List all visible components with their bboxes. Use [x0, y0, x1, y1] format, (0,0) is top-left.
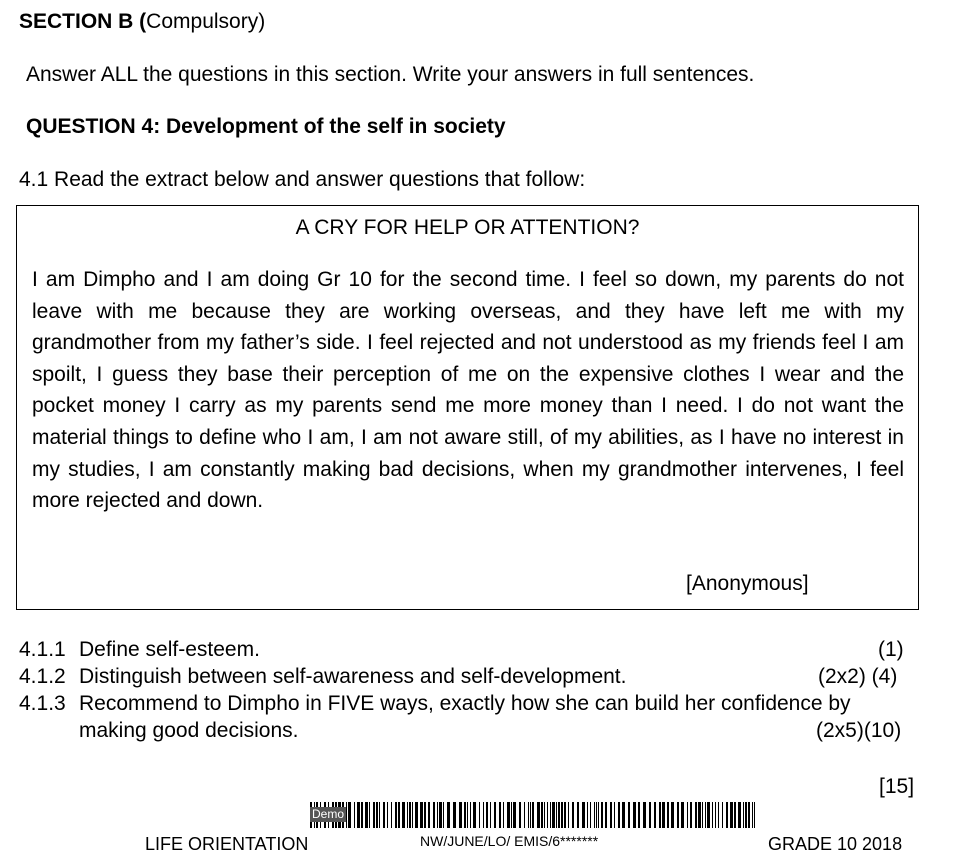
subquestion-marks: (2x5)(10) [816, 719, 902, 742]
barcode-bar [395, 802, 397, 828]
barcode-bar [698, 802, 701, 828]
barcode-bar [373, 802, 375, 828]
barcode-bar [671, 802, 674, 828]
barcode-bar [738, 802, 741, 828]
barcode-bar [415, 802, 418, 828]
barcode-bar [605, 802, 607, 828]
barcode-bar [707, 802, 710, 828]
barcode-bar [726, 802, 728, 828]
barcode-bar [530, 802, 531, 828]
barcode-bar [681, 802, 684, 828]
barcode-bar [376, 802, 378, 828]
extract-body: I am Dimpho and I am doing Gr 10 for the second time. I feel so down, my parents do not leave with me because they are working overseas, and they have left me with my grandmother from my father’s side. I feel rejected and not understood as my friends feel I am spoilt, I guess they base their perception of me on the expensive clothes I wear and the pocket money I carry as my parents send me more money than I need. I do not want the material things to define who I am, I am not aware still, of my abilities, as I have no interest in my studies, I am constantly making bad decisions, when my grandmother intervenes, I feel more rejected and down. [32, 268, 904, 513]
barcode-bar [577, 802, 579, 828]
barcode-bar [537, 802, 540, 828]
footer-grade: GRADE 10 2018 [768, 834, 903, 854]
barcode-bar [712, 802, 713, 828]
barcode-bar [582, 802, 585, 828]
barcode-bar [628, 802, 630, 828]
barcode-bar [561, 802, 563, 828]
barcode-bar [587, 802, 588, 828]
extract-source: [Anonymous] [686, 572, 809, 595]
barcode-bar [590, 802, 591, 828]
barcode-bar [357, 802, 360, 828]
barcode-bar [718, 802, 719, 828]
barcode-bar [383, 802, 385, 828]
barcode-bar [412, 802, 413, 828]
barcode-bar [752, 802, 753, 828]
barcode-bar [705, 802, 706, 828]
barcode-bar [633, 802, 636, 828]
barcode-bar [428, 802, 430, 828]
question-title: QUESTION 4: Development of the self in society [26, 115, 506, 138]
barcode-demo-label: Demo [312, 807, 345, 821]
barcode-bar [610, 802, 612, 828]
barcode-bar [690, 802, 692, 828]
barcode-bar [541, 802, 543, 828]
barcode-bar [443, 802, 444, 828]
barcode-bar [369, 802, 370, 828]
barcode-bar [402, 802, 405, 828]
footer-code: NW/JUNE/LO/ EMIS/6******* [420, 833, 599, 849]
subquestion-text-line2: making good decisions. [79, 719, 299, 742]
barcode-bar [407, 802, 408, 828]
barcode-bar [654, 802, 656, 828]
barcode-bar [398, 802, 400, 828]
section-heading-rest: Compulsory) [146, 10, 266, 33]
barcode-bar [601, 802, 603, 828]
barcode-bar [544, 802, 545, 828]
barcode-bar [439, 802, 442, 828]
barcode-bar [572, 802, 574, 828]
barcode-bar [598, 802, 599, 828]
barcode-bar [473, 802, 476, 828]
barcode-bar [519, 802, 521, 828]
barcode-bar [499, 802, 501, 828]
barcode-bar [453, 802, 456, 828]
barcode-bar [391, 802, 392, 828]
barcode-bar [379, 802, 380, 828]
subquestion-text: Define self-esteem. [79, 638, 260, 661]
barcode-bar [532, 802, 534, 828]
barcode-bar [437, 802, 438, 828]
question-total: [15] [879, 775, 915, 798]
barcode-bar [667, 802, 669, 828]
barcode-bar [564, 802, 566, 828]
barcode-bar [503, 802, 504, 828]
barcode-bar [556, 802, 557, 828]
barcode-bar [687, 802, 688, 828]
barcode-bar [547, 802, 548, 828]
barcode-bar [361, 802, 363, 828]
barcode-bar [614, 802, 615, 828]
subquestion-marks: (1) [878, 638, 904, 661]
barcode-bar [528, 802, 529, 828]
instructions: Answer ALL the questions in this section. Write your answers in full sentences. [26, 63, 755, 86]
subquestion-text: Recommend to Dimpho in FIVE ways, exactly how she can build her confidence by [79, 692, 851, 715]
barcode-bar [550, 802, 551, 828]
barcode-bar [568, 802, 569, 828]
barcode-bar [622, 802, 625, 828]
barcode-bar [490, 802, 491, 828]
barcode-bar [552, 802, 555, 828]
subquestion-number: 4.1.3 [19, 692, 66, 715]
barcode-bar [464, 802, 466, 828]
section-heading [19, 10, 265, 34]
barcode-image [310, 802, 758, 828]
barcode-bar [702, 802, 703, 828]
barcode-bar [730, 802, 733, 828]
barcode-bar [354, 802, 355, 828]
barcode-bar [662, 802, 665, 828]
barcode-bar [479, 802, 480, 828]
barcode-bar [348, 802, 351, 828]
barcode-bar [346, 802, 347, 828]
barcode-bar [447, 802, 450, 828]
barcode-bar [507, 802, 510, 828]
barcode-bar [511, 802, 512, 828]
barcode-bar [467, 802, 468, 828]
barcode-bar [424, 802, 426, 828]
barcode-bar [745, 802, 747, 828]
extract-title: A CRY FOR HELP OR ATTENTION? [295, 216, 640, 239]
barcode-bar [365, 802, 368, 828]
barcode-bar [483, 802, 484, 828]
subquestion-marks: (2x2) (4) [818, 665, 898, 688]
barcode-bar [486, 802, 488, 828]
barcode-bar [596, 802, 597, 828]
barcode-bar [594, 802, 595, 828]
barcode-bar [558, 802, 560, 828]
footer-subject: LIFE ORIENTATION [145, 834, 309, 854]
barcode-bar [638, 802, 640, 828]
barcode-bar [677, 802, 679, 828]
barcode-bar [387, 802, 388, 828]
barcode-bar [695, 802, 697, 828]
barcode-bar [659, 802, 661, 828]
subquestion-number: 4.1.2 [19, 665, 66, 688]
barcode-bar [459, 802, 462, 828]
barcode-bar [715, 802, 716, 828]
barcode-bar [494, 802, 496, 828]
barcode-bar [643, 802, 646, 828]
barcode-bar [409, 802, 411, 828]
question-intro: 4.1 Read the extract below and answer questions that follow: [19, 168, 586, 191]
barcode-bar [513, 802, 516, 828]
barcode-bar [754, 802, 755, 828]
barcode-bar [433, 802, 435, 828]
barcode-bar [722, 802, 723, 828]
barcode-bar [649, 802, 651, 828]
barcode-bar [618, 802, 620, 828]
subquestion-number: 4.1.1 [19, 638, 66, 661]
section-heading-bold: SECTION B ( [19, 10, 147, 33]
barcode-bar [748, 802, 750, 828]
barcode-bar [743, 802, 744, 828]
barcode-bar [420, 802, 423, 828]
barcode-bar [524, 802, 525, 828]
barcode-bar [470, 802, 471, 828]
subquestion-text: Distinguish between self-awareness and self-development. [79, 665, 627, 688]
barcode-bar [734, 802, 736, 828]
